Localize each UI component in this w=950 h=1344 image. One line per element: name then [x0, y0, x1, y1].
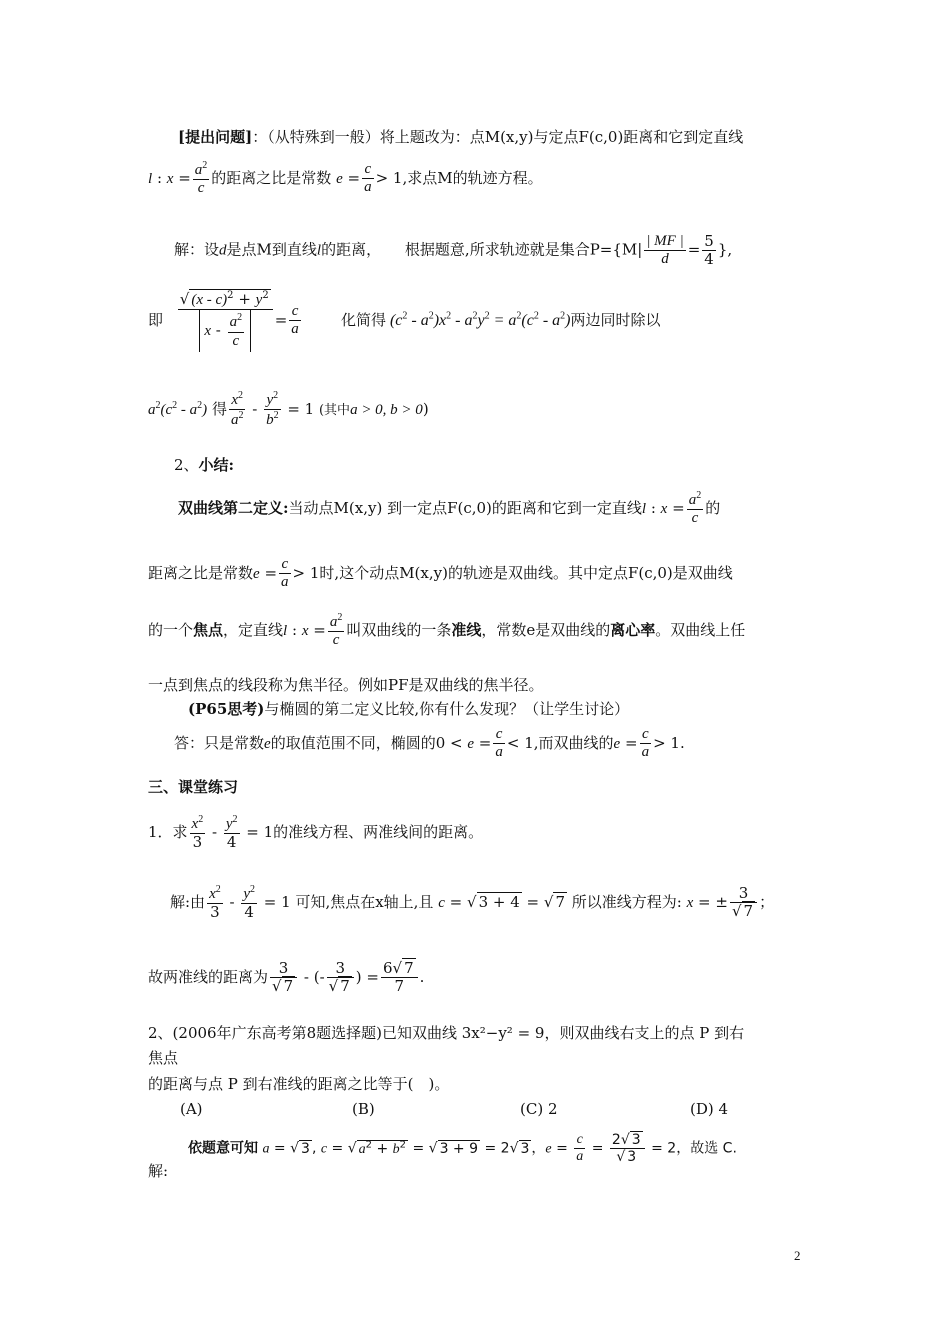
- definition-text-end: 的: [705, 498, 721, 517]
- def3-text-d: ，常数e是双曲线的: [481, 620, 611, 639]
- think-line: [188, 700, 629, 718]
- sol-text-b: 是点M到直线: [226, 240, 317, 259]
- summary-number: 2、: [174, 456, 199, 474]
- simp-end-text: 两边同时除以: [570, 310, 661, 329]
- simp-text: 化简得: [340, 310, 386, 329]
- directrix-term: 准线: [451, 620, 482, 639]
- answer-text-c: ,而双曲线的: [533, 733, 614, 752]
- option-d: (D) 4: [690, 1100, 729, 1118]
- sol-text-e: },: [717, 240, 733, 259]
- def3-text-a: 的一个: [148, 620, 194, 639]
- think-title: (P65思考): [188, 700, 265, 718]
- ex1d-text: 故两准线的距离为: [148, 967, 269, 986]
- problem-line-2: l : x = $\frac{a^2}{c}$ 的距离之比是常数 e = $\frac{c}{a}$ > 1,求点M的轨迹方程。: [148, 160, 543, 197]
- exercise-2-solution-jie: 解:: [148, 1162, 169, 1180]
- option-c: (C) 2: [520, 1100, 558, 1118]
- eccentricity-term: 离心率: [610, 620, 656, 639]
- answer-text-b: 的取值范围不同，椭圆的: [270, 733, 436, 752]
- ex1s-text-a: 解:由: [170, 892, 206, 911]
- definition-line-3: 的一个焦点，定直线l : x = $\frac{a^2}{c}$ 叫双曲线的一条准线，常数e是双曲线的离心率。双曲线上任: [148, 612, 746, 649]
- answer-text-a: 答：只是常数: [174, 733, 265, 752]
- ex1s-text-b: 可知,焦点在x轴上,且: [295, 892, 434, 911]
- ex2s-text-a: 依题意可知: [188, 1140, 258, 1157]
- distance-ratio-formula: √ $(x - c)^2 + y^2$ x - $\frac{a^2}{c}$: [178, 290, 273, 352]
- exercise-1-distance: 故两准线的距离为 $\frac{3}{√ 7}$ - (- $\frac{3}{√ 7}$ ) = $\frac{6√ 7}{7}$ .: [148, 959, 425, 996]
- definition-line-2: 距离之比是常数e = $\frac{c}{a}$ > 1时,这个动点M(x,y)的轨迹是双曲线。其中定点F(c,0)是双曲线: [148, 556, 733, 591]
- ex1s-text-c: 所以准线方程为:: [571, 892, 682, 911]
- think-text: 与椭圆的第二定义比较,你有什么发现？（让学生讨论）: [264, 700, 630, 718]
- solution-line-1: 解：设d是点M到直线l的距离， 根据题意,所求轨迹就是集合P={M| $\frac{| MF |}{d}$ = $\frac{5}{4}$ },: [174, 231, 733, 268]
- solution-line-3: $a^2(c^2 - a^2)$ 得 $\frac{x^2}{a^2}$ - $\frac{y^2}{b^2}$ = 1 (其中a > 0, b > 0): [148, 390, 429, 429]
- definition-title: 双曲线第二定义:: [178, 498, 289, 517]
- de-text: 得: [211, 399, 227, 418]
- problem-text: ：（从特殊到一般）将上题改为：点M(x,y)与定点F(c,0)距离和它到定直线: [252, 128, 744, 146]
- exercise-2-line-3: 的距离与点 P 到右准线的距离之比等于( )。: [148, 1075, 450, 1093]
- exercise-1: 1．求 $\frac{x^2}{3}$ - $\frac{y^2}{4}$ = 1的准线方程、两准线间的距离。: [148, 814, 484, 852]
- sol-text-d: 根据题意,所求轨迹就是集合P={M|: [404, 240, 643, 259]
- sol-text-a: 解：设: [174, 240, 220, 259]
- summary-title: 小结:: [198, 456, 235, 474]
- def3-text-e: 。双曲线上任: [655, 620, 746, 639]
- ex1-text-a: 1．求: [148, 822, 188, 841]
- sol-text-c: 的距离，: [321, 240, 382, 259]
- formula-directrix: l: [148, 170, 153, 187]
- section-3-heading: 三、课堂练习: [148, 778, 239, 796]
- def4-text: 一点到焦点的线段称为焦半径。例如PF是双曲线的焦半径。: [148, 676, 544, 694]
- definition-line-4: [148, 676, 544, 694]
- ji-text: 即: [148, 310, 164, 329]
- problem-title: [提出问题]: [178, 128, 253, 146]
- def2-text-b: 时,这个动点M(x,y)的轨迹是双曲线。其中定点F(c,0)是双曲线: [319, 563, 733, 582]
- exercise-2-line-2: 焦点: [148, 1049, 179, 1067]
- def3-text-c: 叫双曲线的一条: [346, 620, 452, 639]
- exercise-2-solution: 依题意可知 a = √ 3 , c = √ $a^2 + b^2$ = √ 3 + 9 = 2√ 3 ，e = $\frac{c}{a}$ = $\frac{2√ 3}{√ 3}$ = 2，故选 C.: [188, 1132, 737, 1166]
- summary-heading: [174, 456, 234, 474]
- focus-term: 焦点: [193, 620, 224, 639]
- answer-line: 答：只是常数e的取值范围不同，椭圆的0 < e = $\frac{c}{a}$ < 1,而双曲线的e = $\frac{c}{a}$ > 1.: [174, 726, 685, 761]
- exercise-1-solution: 解:由 $\frac{x^2}{3}$ - $\frac{y^2}{4}$ = 1 可知,焦点在x轴上,且 c = √ 3 + 4 = √ 7 所以准线方程为: x = ± $\frac{3}{√ 7}$ ；: [170, 884, 775, 922]
- option-b: (B): [352, 1100, 375, 1118]
- ex2s-text-end: ，故选 C.: [676, 1140, 737, 1157]
- problem-text-2b: ,求点M的轨迹方程。: [402, 168, 543, 187]
- def2-text-a: 距离之比是常数: [148, 563, 254, 582]
- solution-line-2: 即 √ $(x - c)^2 + y^2$ x - $\frac{a^2}{c}$ = $\frac{c}{a}$ 化简得 $(c^2 - a^2)x^2 - a^2y^2 = a^2(c^2 - a^2)$两边同时除以: [148, 290, 661, 352]
- cond-text: (其中: [318, 402, 351, 418]
- definition-text: 当动点M(x,y) 到一定点F(c,0)的距离和它到一定直线: [288, 498, 642, 517]
- option-a: (A): [180, 1100, 203, 1118]
- problem-line-1: [178, 128, 743, 146]
- definition-line-1: 双曲线第二定义:当动点M(x,y) 到一定点F(c,0)的距离和它到一定直线l : x = $\frac{a^2}{c}$ 的: [178, 490, 721, 527]
- page-number: 2: [794, 1248, 801, 1263]
- ex1-text-b: 的准线方程、两准线间的距离。: [273, 822, 484, 841]
- def3-text-b: ，定直线: [223, 620, 284, 639]
- problem-text-2a: 的距离之比是常数: [211, 168, 332, 187]
- exercise-2-line-1: 2、(2006年广东高考第8题选择题)已知双曲线 3x²−y² = 9，则双曲线右支上的点 P 到右: [148, 1024, 745, 1042]
